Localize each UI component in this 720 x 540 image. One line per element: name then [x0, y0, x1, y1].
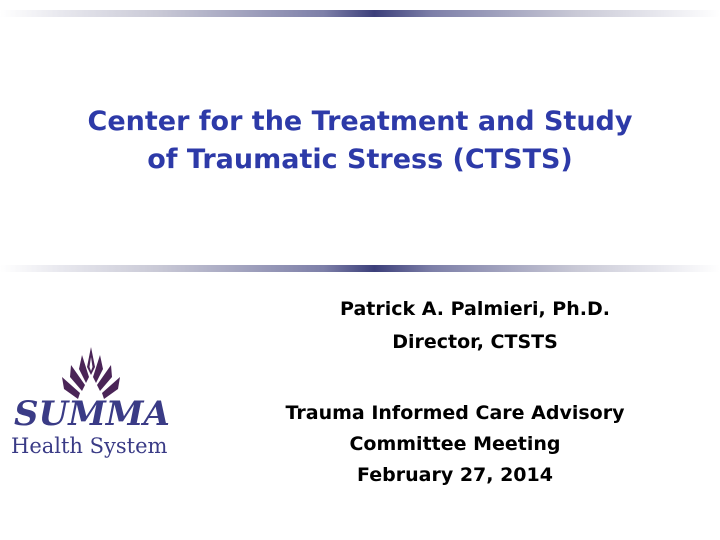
logo-wordmark: SUMMA	[14, 394, 170, 434]
summa-logo	[8, 345, 178, 465]
presenter-block	[215, 293, 720, 359]
event-date: February 27, 2014	[357, 464, 553, 486]
slide-title-line-1: Center for the Treatment and Study	[87, 106, 633, 137]
top-divider	[0, 10, 720, 17]
presenter-role: Director, CTSTS	[392, 331, 558, 353]
event-block	[195, 398, 715, 491]
presenter-name: Patrick A. Palmieri, Ph.D.	[340, 298, 610, 320]
event-line-2: Committee Meeting	[349, 433, 561, 455]
event-line-1: Trauma Informed Care Advisory	[285, 402, 625, 424]
slide-title	[20, 103, 700, 179]
middle-divider	[0, 265, 720, 272]
slide-title-line-2: of Traumatic Stress (CTSTS)	[147, 144, 573, 175]
logo-subtitle: Health System	[11, 434, 168, 458]
